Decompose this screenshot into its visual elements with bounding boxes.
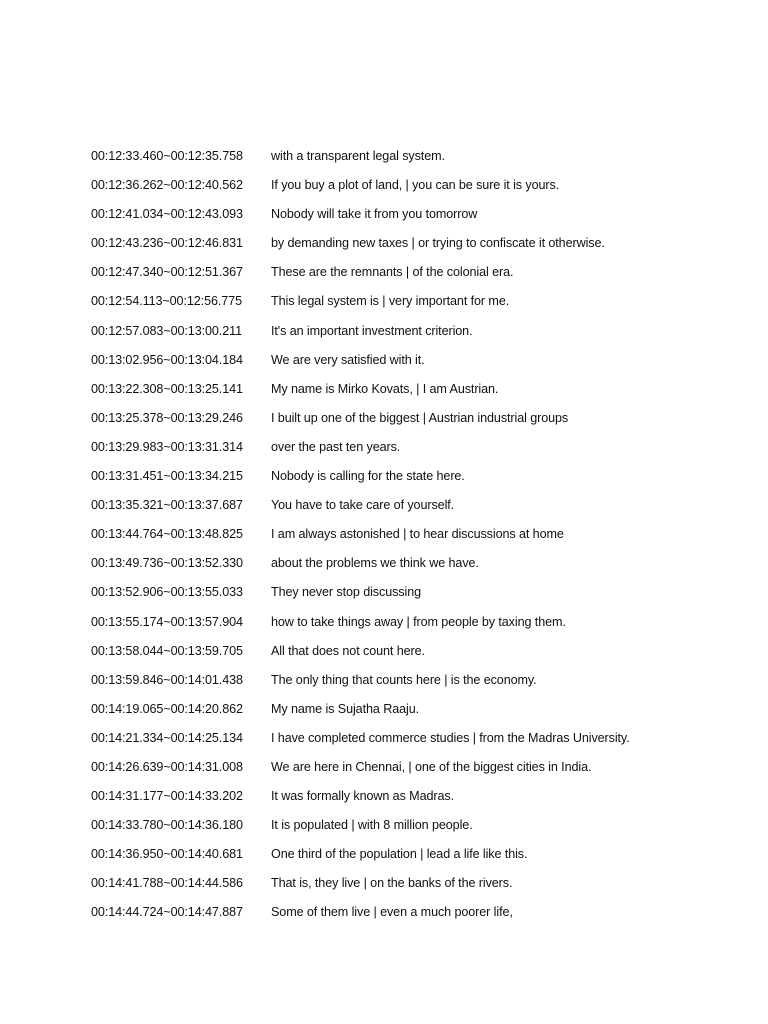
subtitle-text: It's an important investment criterion.	[271, 323, 473, 338]
subtitle-text: It was formally known as Madras.	[271, 789, 454, 804]
subtitle-timestamp: 00:13:29.983~00:13:31.314	[91, 439, 243, 454]
subtitle-text: Nobody will take it from you tomorrow	[271, 207, 478, 222]
subtitle-text: I am always astonished | to hear discussions at home	[271, 527, 564, 542]
subtitle-row	[91, 760, 731, 789]
subtitle-row	[91, 207, 731, 236]
subtitle-timestamp: 00:14:21.334~00:14:25.134	[91, 730, 243, 745]
subtitle-timestamp: 00:12:36.262~00:12:40.562	[91, 178, 243, 193]
subtitle-row	[91, 265, 731, 294]
subtitle-text: My name is Sujatha Raaju.	[271, 701, 419, 716]
subtitle-text: My name is Mirko Kovats, | I am Austrian.	[271, 381, 499, 396]
subtitle-timestamp: 00:13:52.906~00:13:55.033	[91, 585, 243, 600]
subtitle-row	[91, 585, 731, 614]
subtitle-text: If you buy a plot of land, | you can be sure it is yours.	[271, 178, 560, 193]
subtitle-row	[91, 731, 731, 760]
subtitle-row	[91, 673, 731, 702]
subtitle-row	[91, 527, 731, 556]
subtitle-timestamp: 00:13:59.846~00:14:01.438	[91, 672, 243, 687]
subtitle-row	[91, 149, 731, 178]
subtitle-timestamp: 00:13:55.174~00:13:57.904	[91, 614, 243, 629]
subtitle-text: Some of them live | even a much poorer life,	[271, 905, 513, 920]
subtitle-text: The only thing that counts here | is the economy.	[271, 672, 537, 687]
subtitle-row	[91, 440, 731, 469]
subtitle-timestamp: 00:12:33.460~00:12:35.758	[91, 149, 243, 163]
subtitle-text: These are the remnants | of the colonial era.	[271, 265, 514, 280]
subtitle-timestamp: 00:13:31.451~00:13:34.215	[91, 469, 243, 484]
subtitle-timestamp: 00:13:35.321~00:13:37.687	[91, 498, 243, 513]
subtitle-row	[91, 294, 731, 323]
subtitle-text: how to take things away | from people by taxing them.	[271, 614, 566, 629]
subtitle-text: That is, they live | on the banks of the rivers.	[271, 876, 513, 891]
subtitle-row	[91, 615, 731, 644]
subtitle-row	[91, 498, 731, 527]
subtitle-timestamp: 00:14:44.724~00:14:47.887	[91, 905, 243, 920]
subtitle-row	[91, 178, 731, 207]
subtitle-row	[91, 818, 731, 847]
subtitle-timestamp: 00:14:36.950~00:14:40.681	[91, 847, 243, 862]
subtitle-timestamp: 00:12:43.236~00:12:46.831	[91, 236, 243, 251]
subtitle-row	[91, 876, 731, 905]
subtitle-text: about the problems we think we have.	[271, 556, 479, 571]
subtitle-timestamp: 00:13:25.378~00:13:29.246	[91, 410, 243, 425]
subtitle-text: They never stop discussing	[271, 585, 422, 600]
subtitle-text: Nobody is calling for the state here.	[271, 469, 465, 484]
subtitle-timestamp: 00:12:57.083~00:13:00.211	[91, 323, 242, 338]
subtitle-text: This legal system is | very important for me.	[271, 294, 510, 309]
subtitle-row	[91, 411, 731, 440]
subtitle-row	[91, 236, 731, 265]
subtitle-row	[91, 556, 731, 585]
subtitle-row	[91, 644, 731, 673]
subtitle-timestamp: 00:14:33.780~00:14:36.180	[91, 818, 243, 833]
subtitle-row	[91, 847, 731, 876]
subtitle-text: We are here in Chennai, | one of the biggest cities in India.	[271, 759, 592, 774]
subtitle-text: It is populated | with 8 million people.	[271, 818, 473, 833]
subtitle-timestamp: 00:13:49.736~00:13:52.330	[91, 556, 243, 571]
subtitle-timestamp: 00:14:41.788~00:14:44.586	[91, 876, 243, 891]
subtitle-row	[91, 905, 731, 934]
subtitle-row	[91, 353, 731, 382]
subtitle-timestamp: 00:13:02.956~00:13:04.184	[91, 352, 243, 367]
subtitle-row	[91, 469, 731, 498]
subtitle-text: by demanding new taxes | or trying to confiscate it otherwise.	[271, 236, 605, 251]
subtitle-row	[91, 382, 731, 411]
subtitle-text: with a transparent legal system.	[271, 149, 445, 163]
subtitle-row	[91, 702, 731, 731]
subtitle-timestamp: 00:14:26.639~00:14:31.008	[91, 759, 243, 774]
subtitle-timestamp: 00:13:58.044~00:13:59.705	[91, 643, 243, 658]
subtitle-timestamp: 00:13:44.764~00:13:48.825	[91, 527, 243, 542]
subtitle-timestamp: 00:12:54.113~00:12:56.775	[91, 294, 242, 309]
subtitle-list	[91, 149, 731, 935]
subtitle-timestamp: 00:12:47.340~00:12:51.367	[91, 265, 243, 280]
subtitle-text: I have completed commerce studies | from the Madras University.	[271, 730, 630, 745]
subtitle-timestamp: 00:14:19.065~00:14:20.862	[91, 701, 243, 716]
subtitle-text: I built up one of the biggest | Austrian industrial groups	[271, 410, 569, 425]
subtitle-text: One third of the population | lead a life like this.	[271, 847, 528, 862]
subtitle-row	[91, 324, 731, 353]
subtitle-text: We are very satisfied with it.	[271, 352, 425, 367]
subtitle-text: All that does not count here.	[271, 643, 425, 658]
subtitle-timestamp: 00:14:31.177~00:14:33.202	[91, 789, 243, 804]
subtitle-row	[91, 789, 731, 818]
subtitle-text: You have to take care of yourself.	[271, 498, 455, 513]
subtitle-timestamp: 00:13:22.308~00:13:25.141	[91, 381, 243, 396]
subtitle-text: over the past ten years.	[271, 439, 401, 454]
subtitle-timestamp: 00:12:41.034~00:12:43.093	[91, 207, 243, 222]
